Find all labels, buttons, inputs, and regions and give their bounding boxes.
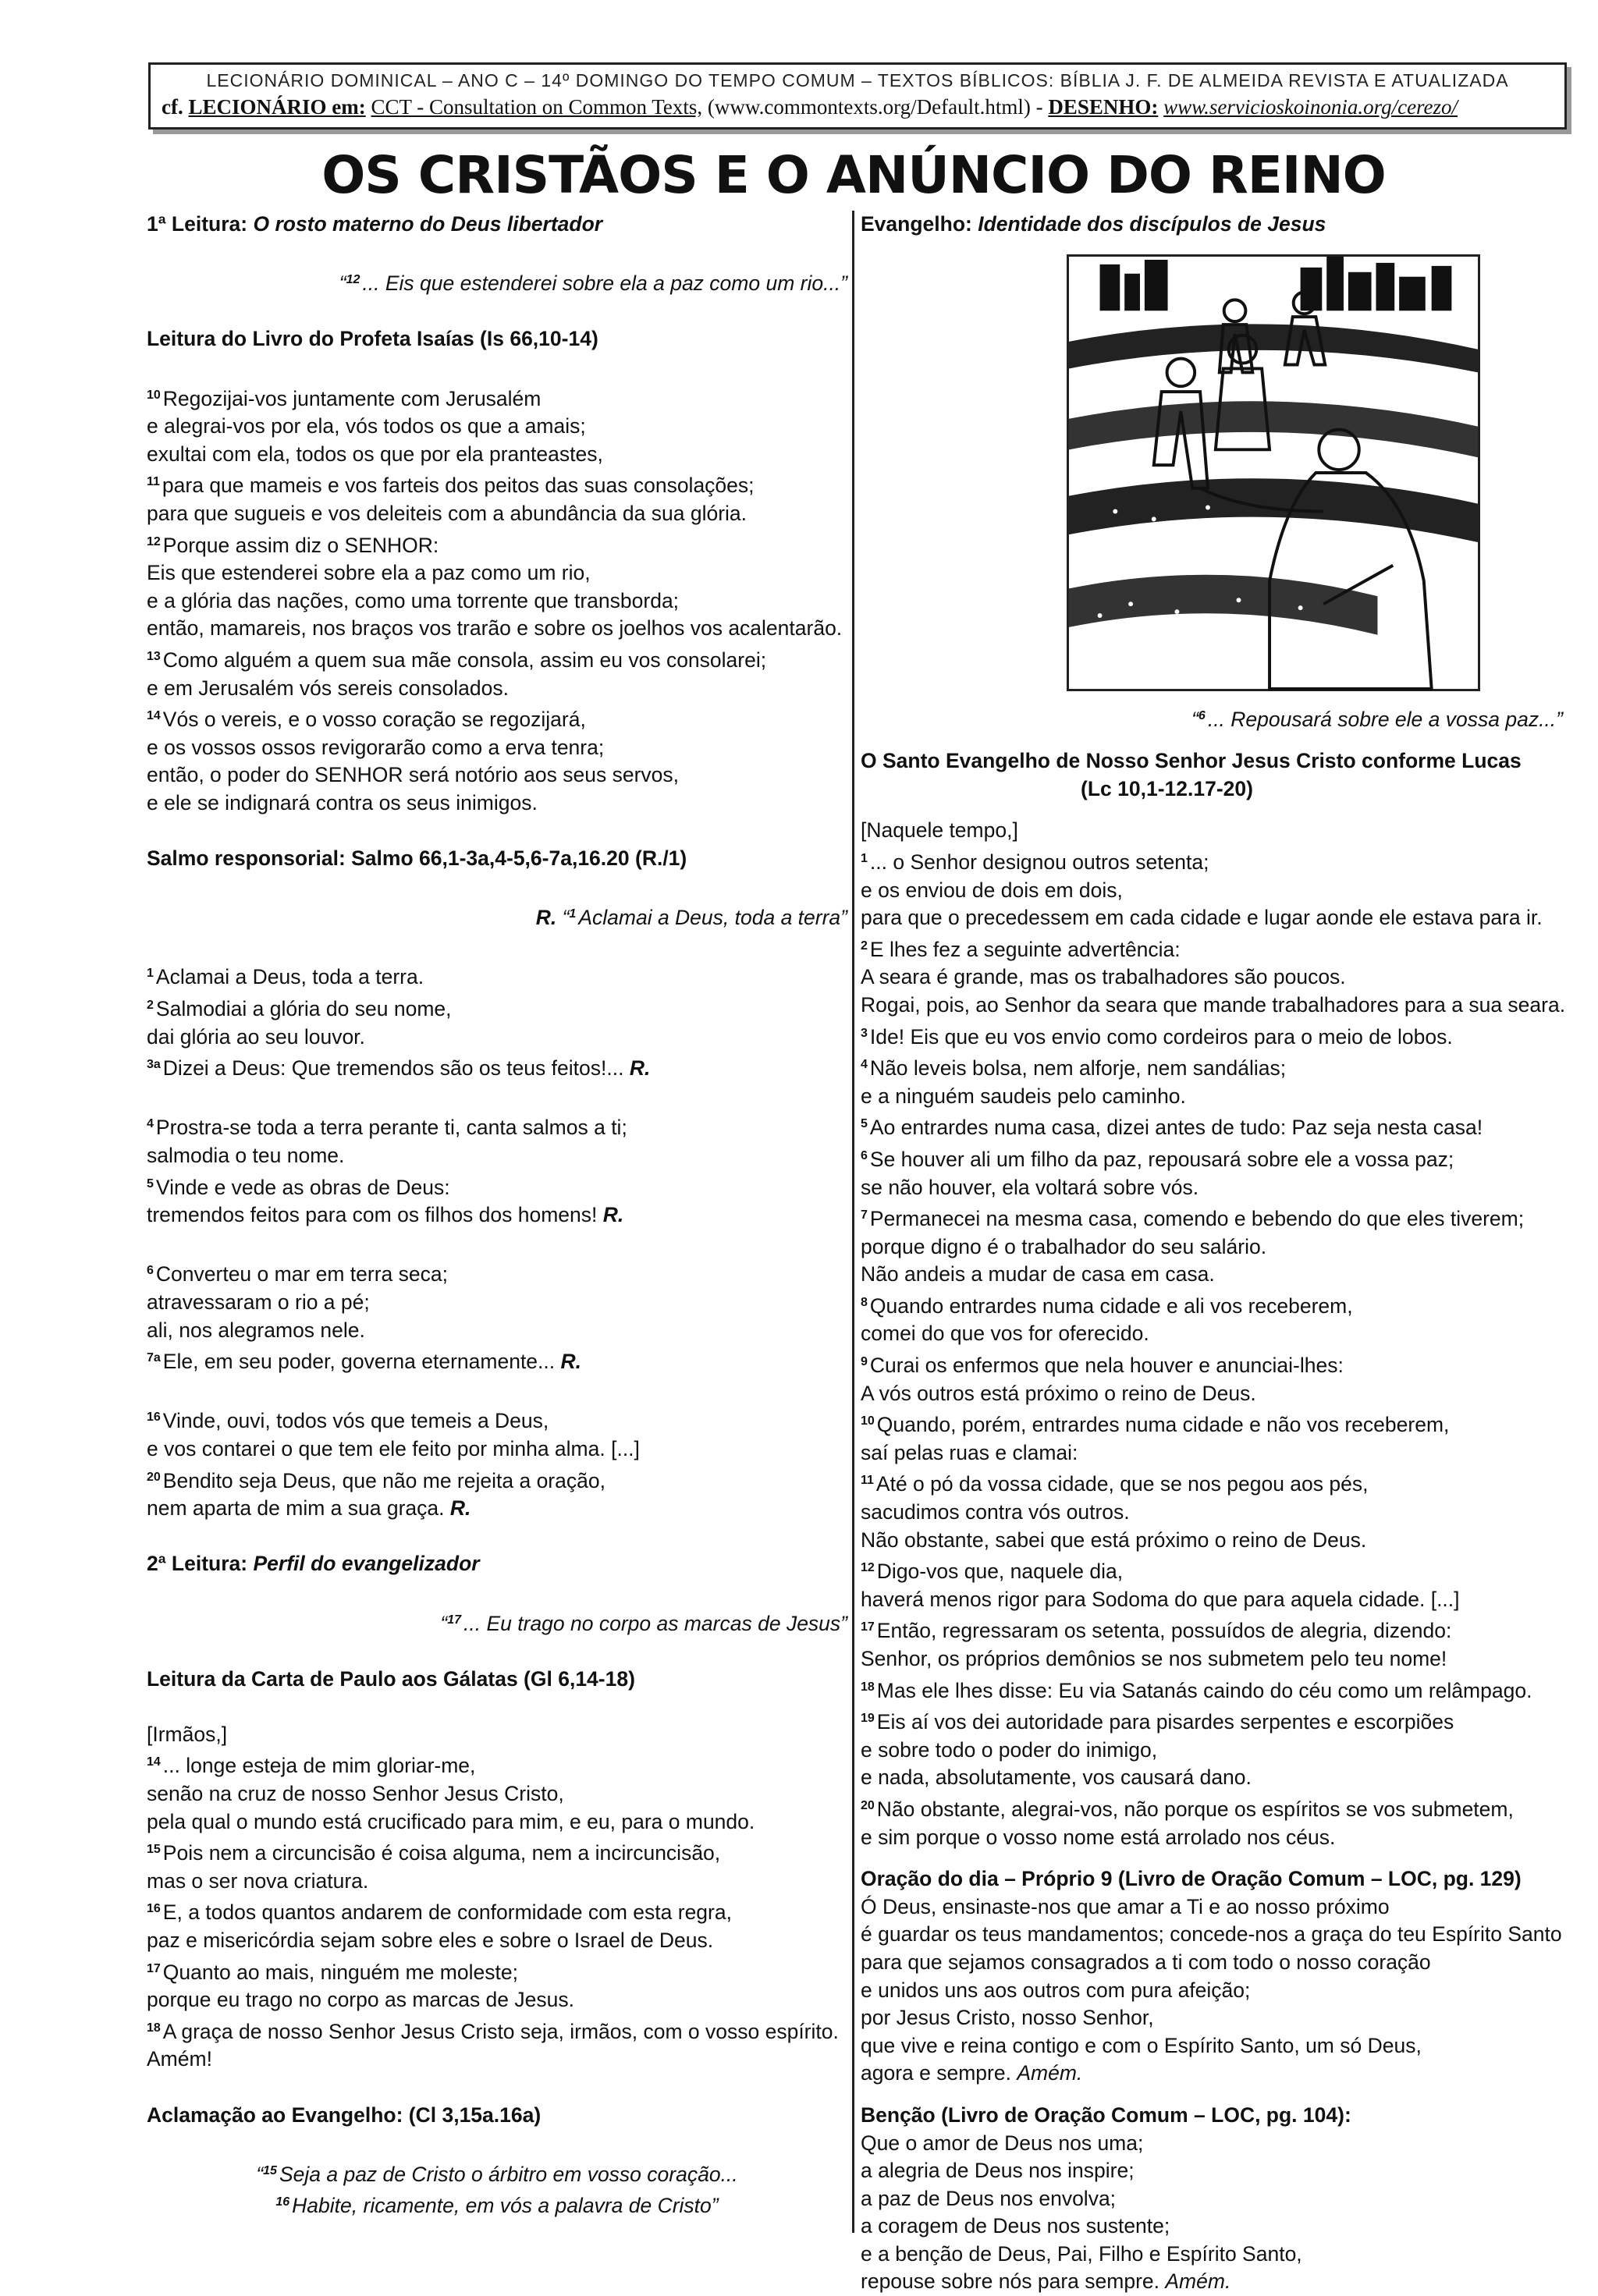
verse-text: Bendito seja Deus, que não me rejeita a oração, [162,1468,605,1492]
gospel-illustration [1067,254,1480,691]
verse-text: Como alguém a quem sua mãe consola, assim eu vos consolarei; [162,648,767,672]
verse-number: 17 [147,1961,161,1975]
verse-text: e nada, absolutamente, vos causará dano. [861,1765,1252,1790]
prayer-heading: Oração do dia – Próprio 9 (Livro de Oração Comum – LOC, pg. 129) [861,1867,1522,1891]
gospel-reference: (Lc 10,1-12.17-20) [1081,776,1253,800]
verse-line [147,1110,847,1142]
verse-text: A graça de nosso Senhor Jesus Cristo seja, irmãos, com o vosso espírito. [162,2019,839,2043]
verse-number: 7a [147,1351,161,1365]
verse-line [861,1201,1563,1233]
reading1-quote: “$^{12}$ ... Eis que estenderei sobre ela a paz como um rio...” [339,271,847,296]
verse-number: 16 [147,1902,161,1916]
verse-text: tremendos feitos para com os filhos dos homens! [147,1203,598,1227]
header-cct-url: (www.commontexts.org/Default.html) - [707,95,1043,119]
verse-line [861,1737,1563,1765]
verse-text: saí pelas ruas e clamai: [861,1440,1078,1464]
verse-text: se não houver, ela voltará sobre vós. [861,1175,1199,1199]
verse-text: Ide! Eis que eu vos envio como cordeiros para o meio de lobos. [869,1024,1453,1049]
verse-text: Quando entrardes numa cidade e ali vos receberem, [869,1293,1353,1318]
text-line: e unidos uns aos outros com pura afeição; [861,1978,1251,2002]
verse-text: e os enviou de dois em dois, [861,878,1123,902]
verse-line [147,1024,847,1052]
verse-text: pela qual o mundo está crucificado para mim, e eu, para o mundo. [147,1809,755,1833]
verse-text: Não andeis a mudar de casa em casa. [861,1262,1215,1286]
right-column [861,211,1566,2296]
verse-number: 7 [861,1208,868,1223]
verse-number: 2 [861,939,868,953]
verse-text: para que sugueis e vos deleiteis com a abundância da sua glória. [147,501,748,525]
verse-text: A seara é grande, mas os trabalhadores são poucos. [861,965,1346,989]
text-line: para que sejamos consagrados a ti com todo o nosso coração [861,1950,1431,1974]
verse-text: Não obstante, alegrai-vos, não porque os espíritos se vos submetem, [876,1797,1514,1821]
verse-text: para que o precedessem em cada cidade e lugar aonde ele estava para ir. [861,906,1543,930]
verse-line [147,1955,847,1987]
psalm-response: R. “$^1$ Aclamai a Deus, toda a terra” [535,906,847,930]
verse-line [147,1895,847,1927]
verse-number: 5 [147,1176,154,1191]
reading2-heading: Leitura da Carta de Paulo aos Gálatas (Gl 6,14-18) [147,1666,635,1691]
verse-line [147,1170,847,1202]
verse-line [147,1464,847,1496]
verse-line [147,381,847,413]
verse-line [147,1748,847,1780]
verse-line [861,1467,1563,1499]
verse-line [861,1792,1563,1824]
verse-line [147,2046,847,2074]
verse-number: 3a [147,1058,161,1072]
text-line: e a benção de Deus, Pai, Filho e Espírito Santo, [861,2241,1302,2266]
verse-line [147,675,847,703]
response-marker: R. [602,1203,624,1227]
verse-text: Então, regressaram os setenta, possuídos de alegria, dizendo: [876,1619,1452,1643]
reading1-verses [147,381,847,818]
text-line: a paz de Deus nos envolva; [861,2186,1117,2210]
verse-text: e a ninguém saudeis pelo caminho. [861,1084,1186,1108]
verse-line [147,1986,847,2014]
reading2-intro: [Irmãos,] [147,1722,228,1746]
verse-text: e a glória das nações, como uma torrente que transborda; [147,588,680,612]
verse-number: 6 [861,1148,868,1162]
verse-line [147,960,847,992]
verse-text: comei do que vos for oferecido. [861,1322,1149,1346]
verse-line [147,761,847,790]
blessing-heading: Benção (Livro de Oração Comum – LOC, pg. 104): [861,2103,1351,2127]
verse-text: Quanto ao mais, ninguém me moleste; [162,1960,518,1984]
verse-line [861,1439,1563,1467]
verse-line [147,413,847,441]
verse-line [861,963,1563,992]
gospel-quote: “$^6$ ... Repousará sobre ele a vossa paz...” [1191,707,1563,731]
header-lectionary-line: LECIONÁRIO DOMINICAL – ANO C – 14º DOMINGO DO TEMPO COMUM – TEXTOS BÍBLICOS: BÍBLIA J. F. DE ALMEIDA REVISTA E ATUALIZADA [206,70,1509,90]
left-column [147,211,847,2220]
verse-line [147,1495,847,1523]
verse-text: Regozijai-vos juntamente com Jerusalém [162,386,542,410]
verse-line [861,1233,1563,1262]
text-line: é guardar os teus mandamentos; concede-nos a graça do teu Espírito Santo [861,1922,1562,1946]
page-title: OS CRISTÃOS E O ANÚNCIO DO REINO [321,145,1386,205]
verse-number: 18 [861,1680,875,1694]
verse-text: salmodia o teu nome. [147,1144,345,1167]
verse-line [147,992,847,1024]
verse-number: 4 [861,1058,868,1072]
verse-text: nem aparta de mim a sua graça. [147,1496,445,1521]
verse-line [147,1289,847,1317]
verse-text: então, o poder do SENHOR será notório aos seus servos, [147,763,679,787]
response-marker: R. [629,1056,651,1081]
verse-line [861,1673,1563,1705]
verse-text: Amém! [147,2047,212,2071]
verse-text: Vinde e vede as obras de Deus: [155,1175,450,1199]
response-marker: R. [449,1496,471,1521]
verse-line [147,1257,847,1289]
psalm-stanza-2 [147,1110,847,1229]
verse-line [861,932,1563,964]
verse-line [861,992,1566,1020]
reading1-title: 1ª Leitura: O rosto materno do Deus libertador [147,212,603,236]
verse-line [861,1051,1563,1083]
prayer-last-line: agora e sempre. Amém. [861,2061,1083,2085]
verse-text: e alegrai-vos por ela, vós todos os que a amais; [147,414,586,438]
verse-number: 15 [147,1843,161,1857]
verse-line [147,1927,847,1955]
verse-text: Permanecei na mesma casa, comendo e bebendo do que eles tiverem; [869,1207,1525,1231]
verse-line [147,734,847,762]
verse-line [147,441,847,469]
verse-text: porque eu trago no corpo as marcas de Jesus. [147,1988,574,2012]
verse-number: 1 [147,967,154,981]
verse-line [147,1142,847,1170]
verse-number: 19 [861,1712,875,1726]
verse-line [147,587,847,616]
verse-text: ... longe esteja de mim gloriar-me, [162,1754,476,1778]
gospel-intro: [Naquele tempo,] [861,818,1018,843]
verse-text: e sim porque o vosso nome está arrolado nos céus. [861,1825,1336,1849]
verse-line [861,1499,1563,1527]
verse-text: ali, nos alegramos nele. [147,1318,365,1342]
prayer-lines [861,1893,1563,2060]
acclamation-line-1: “$^{15}$ Seja a paz de Cristo o árbitro em vosso coração... [256,2162,738,2186]
verse-line [861,1764,1563,1792]
text-line: Ó Deus, ensinaste-nos que amar a Ti e ao nosso próximo [861,1894,1390,1918]
verse-text: e ele se indignará contra os seus inimigos. [147,790,538,814]
verse-line [861,1407,1563,1439]
verse-text: Salmodiai a glória do seu nome, [155,997,452,1021]
verse-line [861,1142,1563,1174]
acclamation-line-2: $^{16}$ Habite, ricamente, em vós a palavra de Cristo” [275,2194,719,2218]
column-divider [852,211,854,2233]
verse-text: dai glória ao seu louvor. [147,1024,365,1049]
psalm-heading: Salmo responsorial: Salmo 66,1-3a,4-5,6-7a,16.20 (R./1) [147,846,687,871]
verse-text: Digo-vos que, naquele dia, [876,1560,1124,1584]
text-line: por Jesus Cristo, nosso Senhor, [861,2006,1154,2030]
verse-line [861,1110,1563,1142]
header-lecionario-label: LECIONÁRIO em: [188,95,366,119]
verse-line [861,1824,1563,1852]
verse-number: 6 [147,1264,154,1278]
verse-text: porque digno é o trabalhador do seu salário. [861,1234,1267,1258]
verse-line [147,790,847,818]
verse-number: 13 [147,649,161,663]
verse-number: 3 [861,1026,868,1040]
verse-text: mas o ser nova criatura. [147,1868,369,1893]
verse-text: Se houver ali um filho da paz, repousará sobre ele a vossa paz; [869,1147,1454,1171]
verse-number: 14 [147,1755,161,1769]
verse-number: 20 [147,1470,161,1484]
verse-line [147,643,847,675]
verse-text: e em Jerusalém vós sereis consolados. [147,676,509,700]
psalm-stanza-3 [147,1257,847,1375]
verse-text: Dizei a Deus: Que tremendos são os teus feitos!... [162,1056,624,1081]
verse-number: 11 [147,475,160,489]
verse-line [147,500,847,528]
verse-number: 5 [861,1117,868,1131]
verse-text: e sobre todo o poder do inimigo, [861,1737,1158,1762]
verse-line [147,1051,847,1083]
gospel-verses [861,845,1566,1851]
header-desenho-label: DESENHO: [1048,95,1159,119]
verse-text: A vós outros está próximo o reino de Deus. [861,1381,1256,1405]
verse-line [147,528,847,560]
header-box [148,62,1567,130]
verse-text: Vinde, ouvi, todos vós que temeis a Deus, [162,1409,549,1433]
verse-line [147,2014,847,2046]
verse-text: Curai os enfermos que nela houver e anunciai-lhes: [869,1354,1344,1378]
acclamation-heading: Aclamação ao Evangelho: (Cl 3,15a.16a) [147,2103,542,2127]
verse-line [861,1348,1563,1380]
text-line: a coragem de Deus nos sustente; [861,2214,1170,2238]
reading2-title: 2ª Leitura: Perfil do evangelizador [147,1552,480,1576]
verse-number: 16 [147,1411,161,1425]
verse-line [147,559,847,587]
verse-text: Eis que estenderei sobre ela a paz como um rio, [147,561,591,585]
header-credits-line [151,93,1564,121]
verse-line [861,1613,1563,1645]
verse-text: sacudimos contra vós outros. [861,1500,1130,1524]
header-desenho-link[interactable]: www.servicioskoinonia.org/cerezo/ [1163,95,1458,119]
verse-line [147,1317,847,1345]
verse-text: Não obstante, sabei que está próximo o reino de Deus. [861,1528,1367,1552]
verse-line [861,1083,1563,1111]
verse-line [861,1380,1563,1408]
verse-text: Vós o vereis, e o vosso coração se regozijará, [162,708,586,732]
verse-line [147,1808,847,1836]
verse-line [147,702,847,734]
verse-text: Aclamai a Deus, toda a terra. [155,965,424,989]
verse-line [861,1261,1563,1289]
verse-text: Mas ele lhes disse: Eu via Satanás caindo do céu como um relâmpago. [876,1678,1532,1702]
verse-line [861,1020,1563,1052]
header-cct-link[interactable]: CCT - Consultation on Common Texts, [371,95,703,119]
header-cf: cf. [162,95,183,119]
verse-number: 10 [147,388,161,402]
verse-text: Senhor, os próprios demônios se nos submetem pelo teu nome! [861,1647,1447,1670]
verse-line [861,1586,1563,1614]
verse-text: e os vossos ossos revigorarão como a erva tenra; [147,735,605,759]
verse-text: Ao entrardes numa casa, dizei antes de tudo: Paz seja nesta casa! [869,1116,1483,1140]
verse-line [147,1435,847,1464]
verse-number: 17 [861,1620,875,1634]
verse-line [861,1320,1563,1348]
verse-line [147,1836,847,1868]
verse-text: paz e misericórdia sejam sobre eles e sobre o Israel de Deus. [147,1929,714,1953]
verse-text: ... o Senhor designou outros setenta; [869,850,1209,874]
verse-number: 18 [147,2021,161,2035]
gospel-title: Evangelho: Identidade dos discípulos de Jesus [861,212,1326,236]
verse-text: E, a todos quantos andarem de conformidade com esta regra, [162,1900,732,1925]
verse-number: 12 [861,1561,875,1575]
verse-line [861,1645,1563,1673]
text-line: Que o amor de Deus nos uma; [861,2131,1144,2155]
verse-text: exultai com ela, todos os que por ela pranteastes, [147,442,603,466]
verse-text: Rogai, pois, ao Senhor da seara que mande trabalhadores para a sua seara. [861,992,1566,1017]
verse-line [147,615,847,643]
verse-line [147,468,847,500]
verse-text: Porque assim diz o SENHOR: [162,533,439,557]
reading2-verses [147,1748,847,2074]
verse-text: senão na cruz de nosso Senhor Jesus Cristo, [147,1782,564,1806]
verse-line [147,1404,847,1435]
verse-line [861,877,1563,905]
verse-number: 10 [861,1414,875,1428]
verse-line [861,1705,1563,1737]
gospel-heading: O Santo Evangelho de Nosso Senhor Jesus Cristo conforme Lucas [861,749,1522,773]
verse-number: 8 [861,1295,868,1309]
verse-number: 1 [861,851,868,865]
verse-text: haverá menos rigor para Sodoma do que para aquela cidade. [...] [861,1587,1460,1611]
verse-line [861,1527,1563,1555]
psalm-stanza-4 [147,1404,847,1522]
verse-text: Converteu o mar em terra seca; [155,1262,448,1286]
verse-text: E lhes fez a seguinte advertência: [869,937,1181,961]
verse-number: 20 [861,1798,875,1812]
verse-line [861,904,1563,932]
text-line: a alegria de Deus nos inspire; [861,2159,1135,2183]
verse-text: Pois nem a circuncisão é coisa alguma, nem a incircuncisão, [162,1841,721,1865]
reading1-heading: Leitura do Livro do Profeta Isaías (Is 66,10-14) [147,327,598,351]
verse-line [147,1344,847,1376]
verse-text: para que mameis e vos farteis dos peitos das suas consolações; [162,474,755,498]
verse-text: Prostra-se toda a terra perante ti, canta salmos a ti; [155,1116,627,1140]
text-line: que vive e reina contigo e com o Espírito Santo, um só Deus, [861,2033,1422,2057]
response-marker: R. [560,1350,582,1374]
verse-text: então, mamareis, nos braços vos trarão e sobre os joelhos vos acalentarão. [147,616,843,641]
verse-text: atravessaram o rio a pé; [147,1290,370,1314]
verse-number: 12 [147,534,161,548]
verse-number: 9 [861,1355,868,1369]
verse-line [861,1554,1563,1586]
verse-text: Não leveis bolsa, nem alforje, nem sandálias; [869,1056,1287,1081]
verse-number: 2 [147,999,154,1013]
verse-text: e vos contarei o que tem ele feito por minha alma. [...] [147,1436,640,1460]
blessing-last-line: repouse sobre nós para sempre. Amém. [861,2269,1231,2294]
verse-number: 14 [147,709,161,723]
verse-text: Quando, porém, entrardes numa cidade e não vos receberem, [876,1413,1450,1437]
psalm-stanza-1 [147,960,847,1082]
verse-line [147,1868,847,1896]
verse-text: Eis aí vos dei autoridade para pisardes serpentes e escorpiões [876,1710,1454,1734]
verse-number: 4 [147,1117,154,1131]
reading2-quote: “$^{17}$ ... Eu trago no corpo as marcas de Jesus” [440,1611,847,1635]
verse-line [861,1174,1563,1202]
verse-number: 11 [861,1474,874,1488]
verse-line [861,845,1563,877]
verse-line [147,1201,847,1230]
verse-text: Até o pó da vossa cidade, que se nos pegou aos pés, [875,1472,1369,1496]
verse-line [147,1780,847,1808]
blessing-lines [861,2130,1563,2269]
verse-line [861,1289,1563,1321]
verse-text: Ele, em seu poder, governa eternamente... [162,1350,556,1374]
